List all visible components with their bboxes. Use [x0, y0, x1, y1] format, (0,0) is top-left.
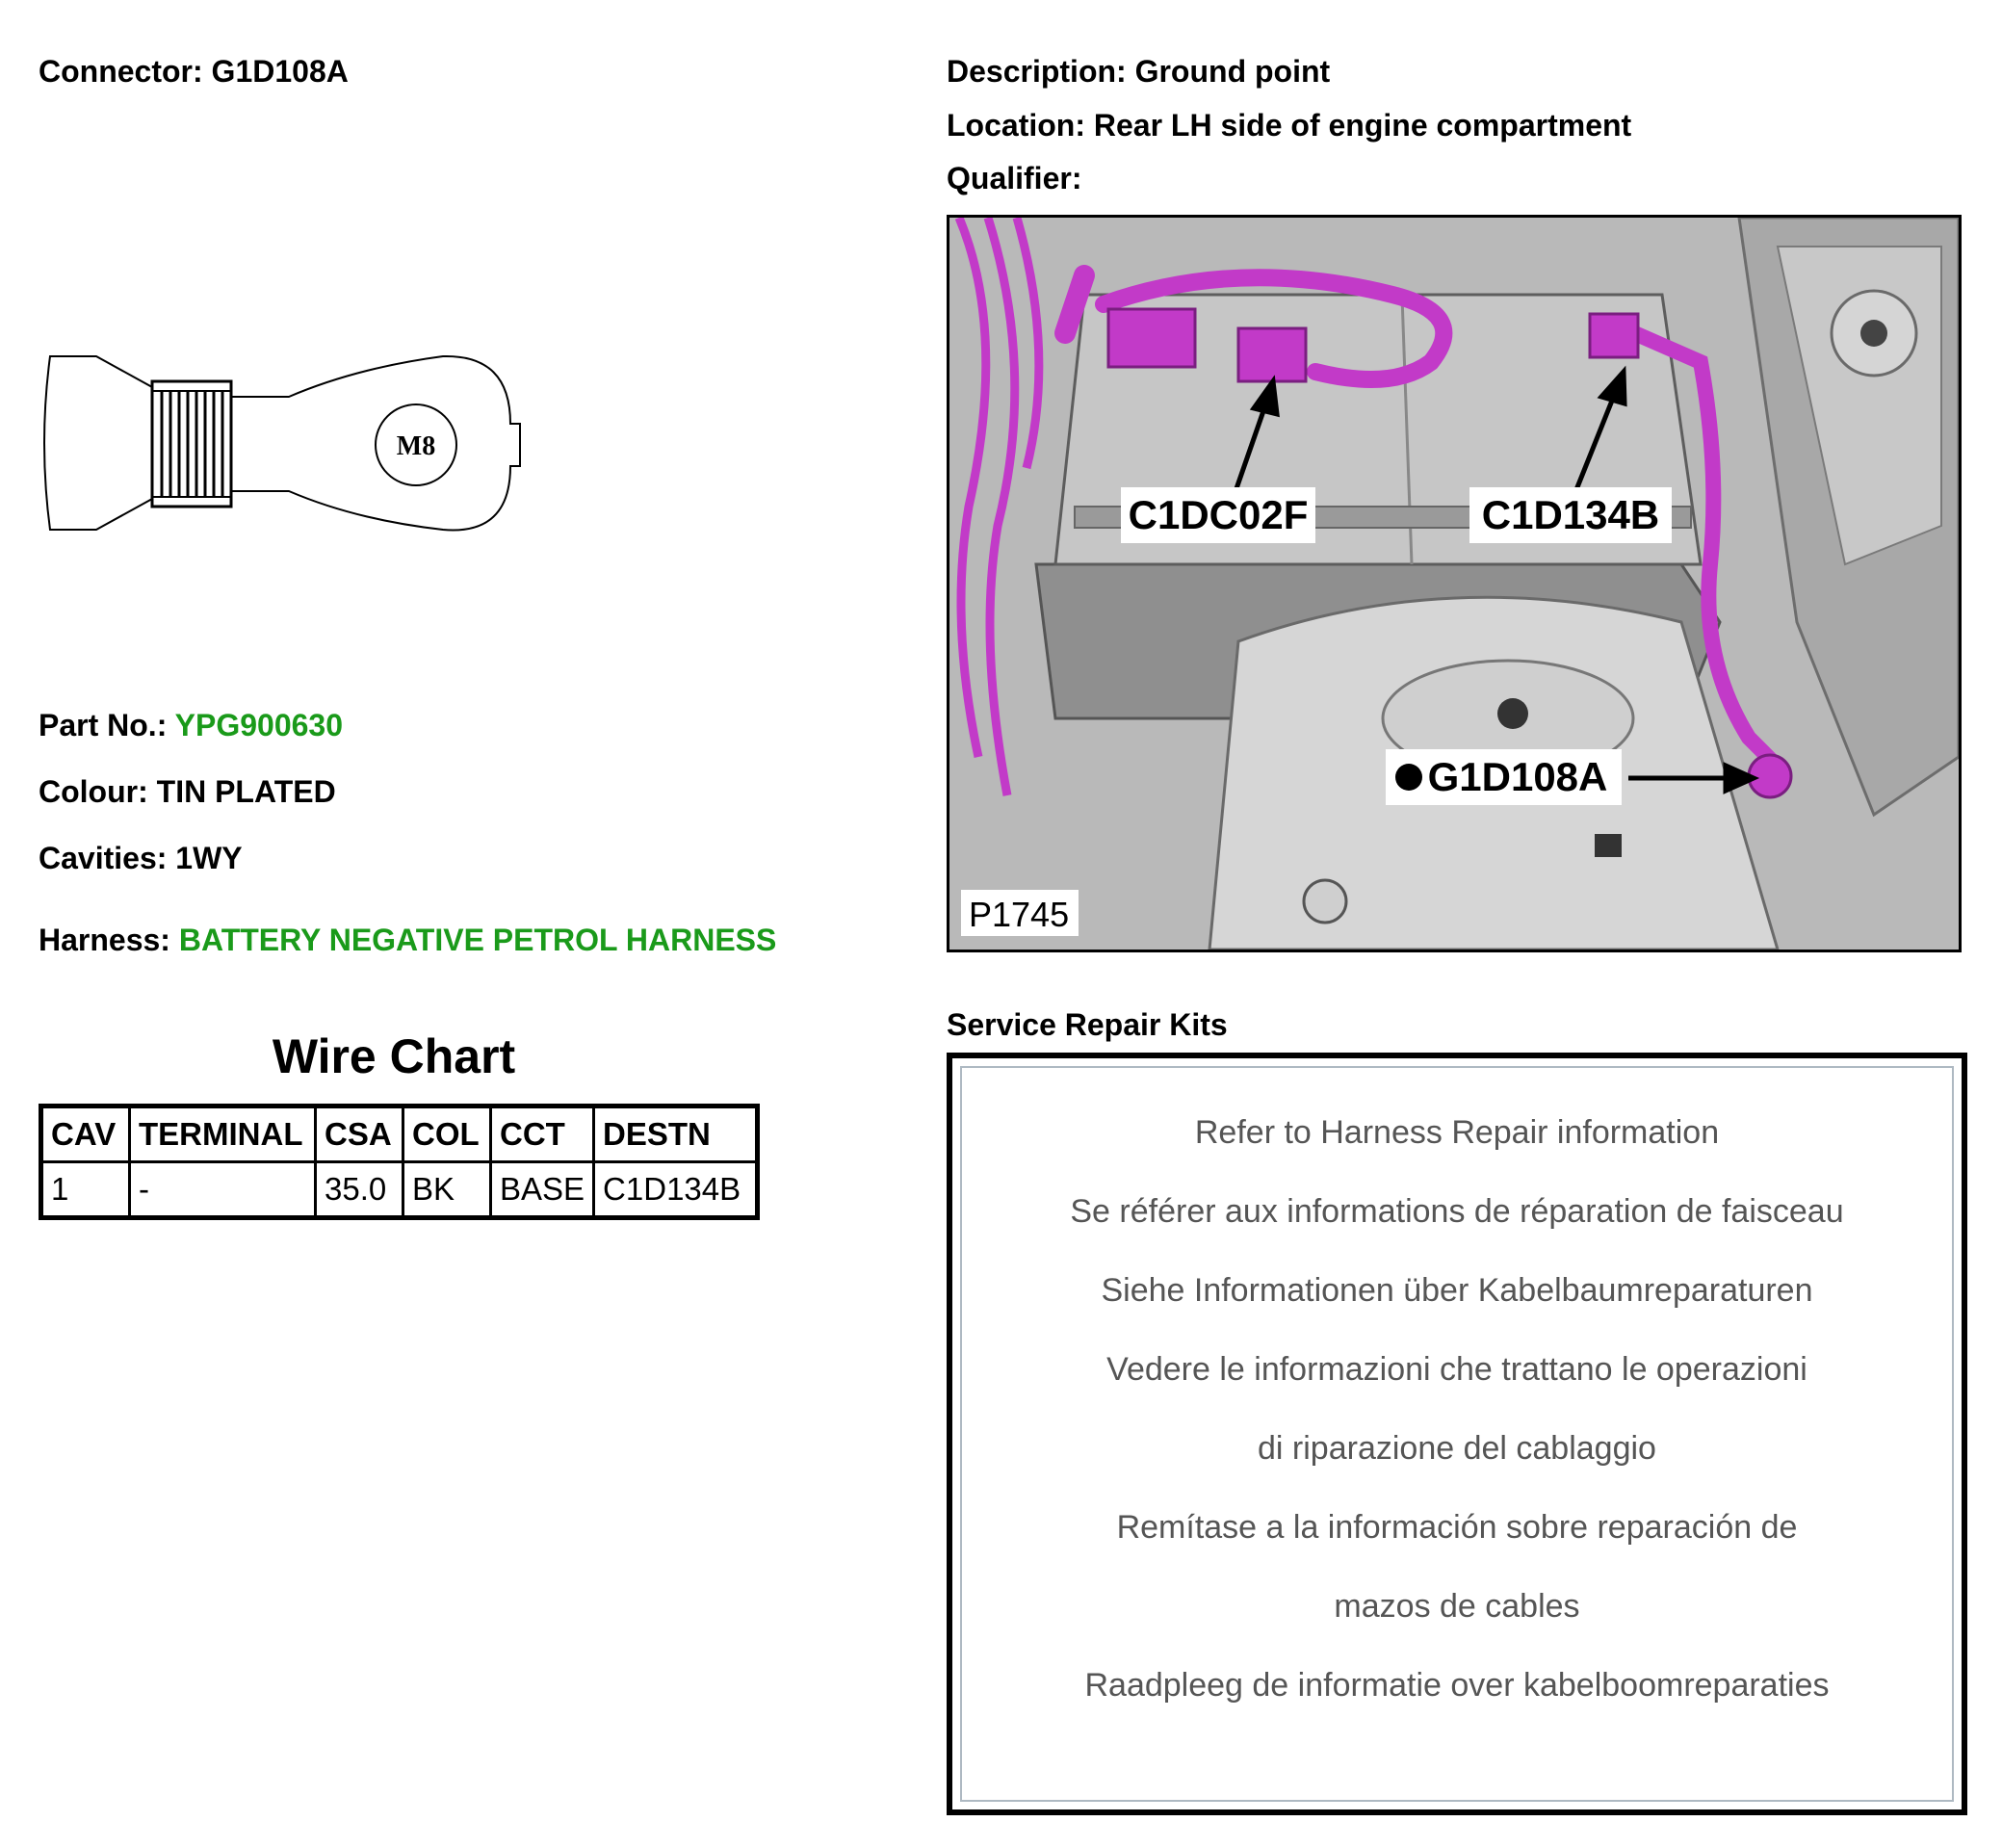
column-header-csa: CSA	[316, 1106, 403, 1162]
callout-c1d134b: C1D134B	[1481, 492, 1660, 537]
harness-value: BATTERY NEGATIVE PETROL HARNESS	[178, 923, 777, 957]
kit-line-es-2: mazos de cables	[1334, 1588, 1580, 1625]
cell-csa: 35.0	[316, 1162, 403, 1218]
connector-value: G1D108A	[211, 54, 349, 89]
location-value: Rear LH side of engine compartment	[1093, 108, 1632, 143]
location-illustration	[947, 215, 1962, 952]
column-header-cav: CAV	[41, 1106, 130, 1162]
column-header-cct: CCT	[491, 1106, 594, 1162]
connector-heading	[39, 54, 349, 90]
description-heading	[947, 54, 1330, 90]
colour-value: TIN PLATED	[156, 774, 336, 809]
cell-terminal: -	[130, 1162, 316, 1218]
column-header-terminal: TERMINAL	[130, 1106, 316, 1162]
wire-chart-table	[39, 1104, 760, 1220]
part-no-value: YPG900630	[174, 708, 344, 742]
cavities-row	[39, 841, 243, 876]
service-repair-kits-title: Service Repair Kits	[947, 1007, 1228, 1042]
kit-line-fr: Se référer aux informations de réparation de faisceau	[1070, 1193, 1844, 1230]
callout-c1dc02f: C1DC02F	[1128, 492, 1309, 537]
figure-id: P1745	[969, 895, 1070, 934]
cell-cct: BASE	[491, 1162, 594, 1218]
service-repair-kits-panel	[960, 1066, 1954, 1802]
kit-line-it-1: Vedere le informazioni che trattano le operazioni	[1106, 1351, 1807, 1388]
cavities-value: 1WY	[175, 841, 243, 875]
harness-row	[39, 923, 776, 958]
kit-line-es-1: Remítase a la información sobre reparación de	[1116, 1509, 1798, 1546]
cell-destn: C1D134B	[594, 1162, 758, 1218]
kit-line-nl: Raadpleeg de informatie over kabelboomreparaties	[1084, 1667, 1830, 1704]
cell-cav: 1	[41, 1162, 130, 1218]
kit-line-it-2: di riparazione del cablaggio	[1258, 1430, 1656, 1467]
column-header-destn: DESTN	[594, 1106, 758, 1162]
wire-chart-title: Wire Chart	[272, 1029, 516, 1083]
ring-terminal-drawing	[39, 347, 530, 549]
qualifier-heading	[947, 161, 1081, 196]
ring-terminal-icon	[39, 347, 530, 549]
kit-line-en: Refer to Harness Repair information	[1194, 1114, 1720, 1151]
description-label: Description:	[947, 54, 1127, 89]
colour-row	[39, 774, 336, 810]
location-heading	[947, 108, 1631, 143]
description-value: Ground point	[1134, 54, 1331, 89]
callout-g1d108a: G1D108A	[1427, 754, 1608, 799]
column-header-col: COL	[403, 1106, 491, 1162]
table-row	[41, 1162, 758, 1218]
part-no-label: Part No.:	[39, 708, 168, 742]
cavities-label: Cavities:	[39, 841, 168, 875]
location-label: Location:	[947, 108, 1085, 143]
colour-label: Colour:	[39, 774, 148, 809]
connector-label: Connector:	[39, 54, 203, 89]
cell-col: BK	[403, 1162, 491, 1218]
harness-label: Harness:	[39, 923, 170, 957]
part-no-row	[39, 708, 343, 743]
kit-line-de: Siehe Informationen über Kabelbaumreparaturen	[1101, 1272, 1813, 1309]
qualifier-label: Qualifier:	[947, 161, 1082, 195]
ground-point-dot-icon	[1395, 764, 1422, 791]
service-repair-kits-box	[947, 1053, 1967, 1815]
stud-size-label: M8	[396, 431, 436, 461]
wire-chart-header-row	[41, 1106, 758, 1162]
